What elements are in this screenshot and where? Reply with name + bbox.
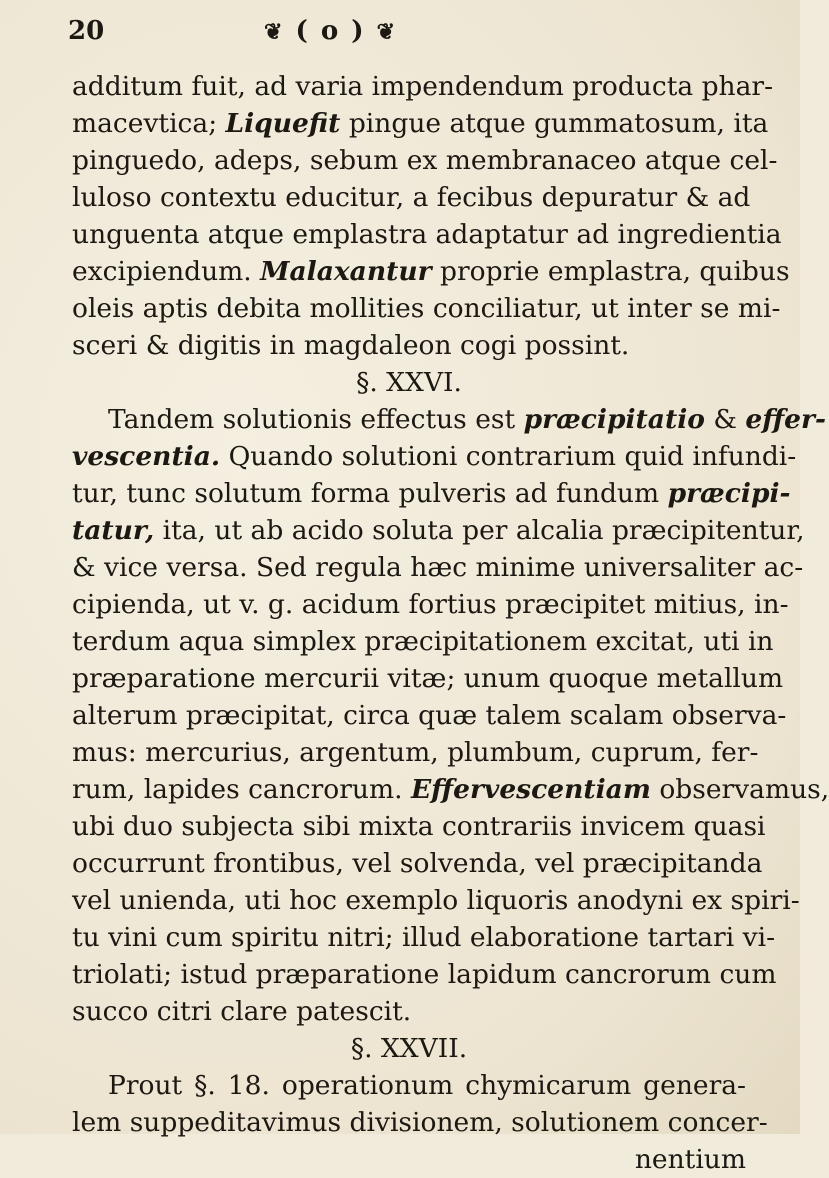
ornament-left-icon: ❦ bbox=[264, 19, 285, 45]
text-span: tur, tunc solutum forma pulveris ad fundum bbox=[72, 478, 668, 509]
text-span: lem suppeditavimus divisionem, solutionem concer- bbox=[72, 1107, 768, 1138]
text-line bbox=[72, 734, 759, 771]
text-line bbox=[72, 179, 751, 216]
text-line bbox=[72, 1104, 768, 1141]
text-line bbox=[72, 475, 791, 512]
text-line bbox=[72, 623, 774, 660]
text-span: lulosо contextu educitur, a fecibus depuratur & ad bbox=[72, 182, 751, 213]
text-line bbox=[72, 327, 746, 364]
text-line bbox=[72, 771, 829, 808]
text-span: & bbox=[704, 404, 746, 435]
text-line bbox=[72, 401, 826, 438]
text-span: §. XXVII. bbox=[350, 1033, 468, 1064]
text-span: ita, ut ab acido soluta per alcalia præcipitentur, bbox=[154, 515, 805, 546]
text-line bbox=[72, 993, 746, 1030]
text-span: additum fuit, ad varia impendendum producta phar- bbox=[72, 71, 774, 102]
text-span: nentium bbox=[634, 1144, 746, 1175]
text-line bbox=[72, 660, 784, 697]
italic-term: Liquefit bbox=[225, 108, 341, 139]
text-span: cipienda, ut v. g. acidum fortius præcipitet mitius, in- bbox=[72, 589, 789, 620]
text-span: Prout §. 18. operationum chymicarum genera- bbox=[108, 1070, 746, 1101]
text-span: proprie emplastra, quibus bbox=[431, 256, 790, 287]
section-heading bbox=[72, 1030, 746, 1067]
text-span: observamus, bbox=[650, 774, 829, 805]
text-span: triolati; istud præparatione lapidum cancrorum cum bbox=[72, 959, 777, 990]
text-span: excipiendum. bbox=[72, 256, 261, 287]
text-span: tu vini cum spiritu nitri; illud elaboratione tartari vi- bbox=[72, 922, 776, 953]
text-line bbox=[72, 586, 789, 623]
header-center-text: ( o ) bbox=[295, 16, 366, 46]
text-span: ubi duo subjecta sibi mixta contrariis invicem quasi bbox=[72, 811, 766, 842]
text-span: terdum aqua simplex præcipitationem excitat, uti in bbox=[72, 626, 774, 657]
text-span: §. XXVI. bbox=[356, 367, 462, 398]
running-header bbox=[68, 16, 740, 56]
text-line bbox=[72, 882, 800, 919]
text-span: alterum præcipitat, circa quæ talem scalam observa- bbox=[72, 700, 787, 731]
text-line bbox=[72, 956, 777, 993]
ornament-right-icon: ❦ bbox=[376, 19, 398, 45]
text-line bbox=[72, 290, 781, 327]
text-line bbox=[72, 253, 790, 290]
text-span: macevtica; bbox=[72, 108, 226, 139]
text-span: Tandem solutionis effectus est bbox=[108, 404, 524, 435]
text-span: mus: mercurius, argentum, plumbum, cuprum, fer- bbox=[72, 737, 759, 768]
text-line bbox=[72, 142, 778, 179]
text-span: præparatione mercurii vitæ; unum quoque metallum bbox=[72, 663, 784, 694]
text-span: pinguedo, adeps, sebum ex membranaceo atque cel- bbox=[72, 145, 778, 176]
text-line bbox=[72, 216, 782, 253]
text-span: rum, lapides cancrorum. bbox=[72, 774, 411, 805]
text-span: sceri & digitis in magdaleon cogi possint. bbox=[72, 330, 630, 361]
text-line bbox=[72, 105, 769, 142]
text-line bbox=[72, 1141, 746, 1178]
text-span: succo citri clare patescit. bbox=[72, 996, 412, 1027]
text-line bbox=[72, 68, 774, 105]
text-span: oleis aptis debita mollities conciliatur, ut inter se mi- bbox=[72, 293, 781, 324]
text-line bbox=[72, 549, 804, 586]
text-line bbox=[72, 697, 787, 734]
italic-term: tatur, bbox=[72, 515, 155, 546]
header-ornament-group bbox=[264, 16, 397, 46]
text-body bbox=[72, 68, 829, 1178]
text-line bbox=[72, 919, 776, 956]
text-span: occurrunt frontibus, vel solvenda, vel præcipitanda bbox=[72, 848, 763, 879]
text-line bbox=[72, 438, 797, 475]
italic-term: præcipi- bbox=[667, 478, 791, 509]
text-span: Quando solutioni contrarium quid infundi- bbox=[220, 441, 797, 472]
text-line bbox=[72, 845, 763, 882]
text-span: unguenta atque emplastra adaptatur ad ingredientia bbox=[72, 219, 782, 250]
italic-term: præcipitatio bbox=[523, 404, 705, 435]
text-span: & vice versa. Sed regula hæc minime universaliter ac- bbox=[72, 552, 804, 583]
italic-term: vescentia. bbox=[72, 441, 221, 472]
italic-term: Effervescentiam bbox=[410, 774, 651, 805]
text-line bbox=[72, 808, 766, 845]
text-span: vel unienda, uti hoc exemplo liquoris anodyni ex spiri- bbox=[72, 885, 800, 916]
italic-term: Malaxantur bbox=[260, 256, 432, 287]
text-line bbox=[72, 1067, 746, 1104]
text-span: pingue atque gummatosum, ita bbox=[340, 108, 769, 139]
page-number: 20 bbox=[68, 16, 105, 46]
text-line bbox=[72, 512, 805, 549]
italic-term: effer- bbox=[745, 404, 826, 435]
section-heading bbox=[72, 364, 746, 401]
